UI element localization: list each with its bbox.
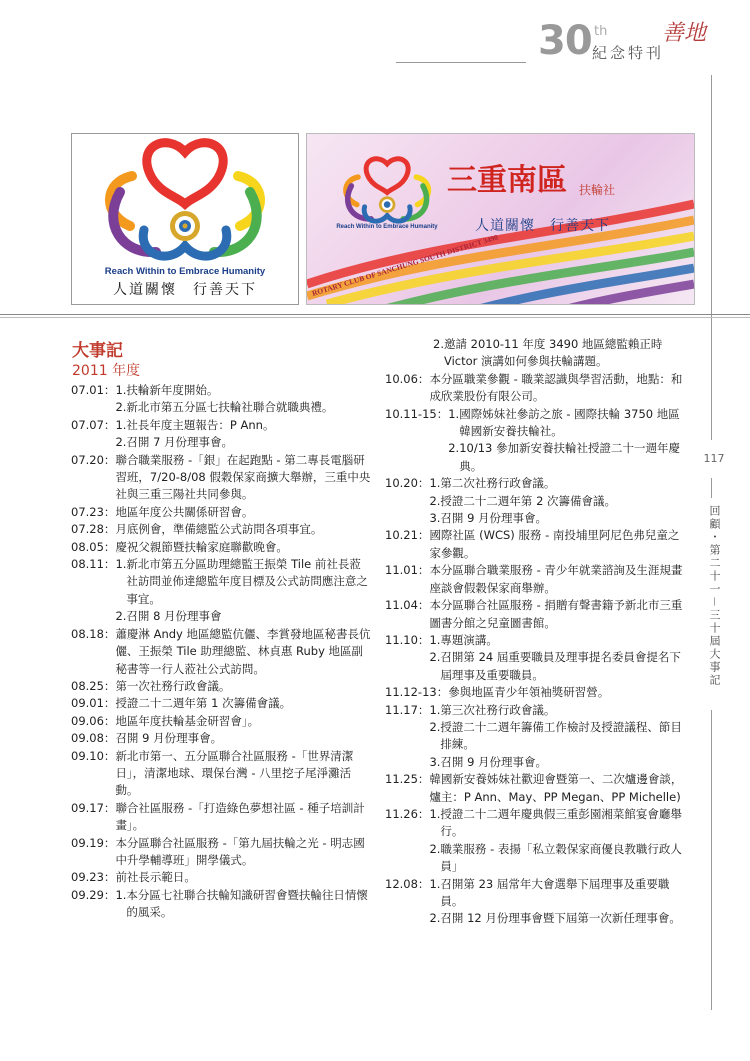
event-date: 11.26： (385, 806, 430, 821)
event-item (448, 440, 685, 475)
event-item (429, 719, 685, 754)
event-item-text: 召開 12 月份理事會暨下屆第一次新任理事會。 (440, 911, 681, 926)
event-entry (385, 371, 685, 406)
event-item (429, 841, 685, 876)
event-date: 09.17： (71, 800, 116, 815)
banner-embrace-logo-icon (346, 159, 429, 221)
event-items (115, 887, 371, 922)
calligraphy-mark: 善地 (662, 21, 707, 46)
event-entry (385, 406, 685, 476)
anniversary-ordinal: th (594, 24, 608, 39)
event-items (429, 806, 685, 876)
event-item-number: 1. (429, 632, 441, 647)
event-item-text: 召開 8 月份理事會 (126, 609, 222, 624)
right-column-events (385, 336, 685, 928)
event-item (115, 399, 371, 416)
anniversary-number: 30 (538, 18, 592, 64)
event-item-text: 授證二十二週年慶典假三重彭園湘菜館宴會廳舉行。 (440, 806, 682, 839)
event-item-text: 召開第 23 屆常年大會選舉下屆理事及重要職員。 (440, 876, 670, 908)
event-date: 11.25： (385, 772, 430, 787)
event-entry (71, 539, 371, 556)
event-entry (71, 382, 371, 417)
event-entry (385, 336, 685, 371)
event-item-number: 1. (115, 887, 127, 902)
left-logo-slogan-en: Reach Within to Embrace Humanity (104, 266, 266, 277)
event-items (429, 876, 685, 928)
event-item (429, 649, 685, 684)
event-item (448, 406, 685, 441)
event-text: 授證二十二週年第 1 次籌備會議。 (115, 696, 292, 711)
event-date: 07.20： (71, 452, 116, 467)
event-items (115, 556, 371, 626)
event-item-text: 職業服務 - 表揚「私立穀保家商優良教職行政人員」 (440, 841, 682, 874)
event-entry (71, 713, 371, 730)
event-entry (71, 730, 371, 747)
event-item (429, 510, 685, 527)
event-item-number: 2. (433, 337, 444, 351)
event-item-text: 召開 9 月份理事會。 (440, 754, 548, 769)
event-entry (385, 597, 685, 632)
event-entry (71, 504, 371, 521)
event-item (115, 417, 371, 434)
event-text: 蕭慶淋 Andy 地區總監伉儷、李賞發地區秘書長伉儷、王振榮 Tile 助理總監、林貞惠 Ruby 地區副秘書等一行人蒞社公式訪問。 (115, 626, 371, 676)
club-banner-art (307, 134, 694, 304)
event-date: 10.06： (385, 371, 430, 386)
event-item-number: 2. (448, 441, 460, 456)
event-item-number: 1. (115, 383, 127, 397)
event-entry (71, 835, 371, 870)
event-item-number: 2. (115, 435, 127, 450)
event-item (429, 754, 685, 771)
event-text: 國際社區 (WCS) 服務 - 南投埔里阿尼色弗兒童之家參觀。 (429, 528, 680, 560)
event-entry (71, 626, 371, 678)
event-item-text: 第二次社務行政會議。 (440, 476, 556, 491)
event-date: 12.08： (385, 876, 430, 891)
event-item (115, 556, 371, 608)
event-entry (385, 806, 685, 876)
event-item-number: 1. (429, 702, 441, 717)
event-date: 09.06： (71, 713, 116, 728)
event-entry (71, 695, 371, 712)
event-entry (71, 748, 371, 800)
event-item (115, 434, 371, 451)
event-entry (71, 887, 371, 922)
section-divider (0, 314, 750, 315)
event-item-text: 本分區七社聯合扶輪知識研習會暨扶輪往日情懷的風采。 (126, 887, 368, 920)
event-item-number: 1. (429, 876, 441, 891)
event-date: 09.23： (71, 870, 116, 885)
event-item-text: 召開 9 月份理事會。 (440, 511, 548, 526)
event-entry (71, 521, 371, 538)
event-item-text: 第三次社務行政會議。 (440, 702, 556, 717)
event-item (115, 608, 371, 625)
event-text: 第一次社務行政會議。 (115, 678, 231, 693)
event-items (433, 336, 685, 371)
event-text: 本分區聯合社區服務 -「第九屆扶輪之光 - 明志國中升學輔導班」開學儀式。 (115, 835, 365, 867)
vertical-section-title: 回顧・第二十一－三十屆大事記 (708, 505, 721, 687)
event-item-text: 專題演講。 (440, 632, 498, 647)
event-date: 08.18： (71, 626, 116, 641)
event-text: 新北市第一、五分區聯合社區服務 -「世界清潔日」，清潔地球、環保台灣 - 八里挖子尾淨灘活動。 (115, 748, 354, 798)
left-column-events (71, 382, 371, 922)
left-logo-slogan-zh: 人道關懷 行善天下 (113, 282, 257, 298)
event-text: 地區年度公共關係研習會。 (115, 504, 254, 519)
event-item-number: 2. (429, 650, 441, 665)
anniversary-subtitle: 紀念特刊 (592, 44, 665, 62)
event-entry (71, 452, 371, 504)
event-entry (385, 562, 685, 597)
event-text: 前社長示範日。 (115, 870, 196, 885)
event-text: 韓國新安養姊妹社歡迎會暨第一、二次爐邊會談，爐主：P Ann、May、PP Megan、PP Michelle) (429, 772, 683, 804)
event-entry (385, 702, 685, 772)
event-entry (71, 800, 371, 835)
banner-ribbon-text: ROTARY CLUB OF SANCHUNG SOUTH DISTRICT 3490 (310, 232, 500, 298)
event-item-number: 1. (429, 476, 441, 491)
event-item-number: 1. (115, 417, 127, 432)
side-rule-top (711, 75, 712, 440)
event-item (115, 887, 371, 922)
banner-slogan-zh: 人道關懷 行善天下 (475, 218, 610, 234)
event-date: 08.05： (71, 539, 116, 554)
event-text: 本分區聯合社區服務 - 捐贈有聲書籍予新北市三重圖書分館之兒童圖書館。 (429, 598, 683, 630)
event-entry (385, 684, 685, 701)
event-date: 11.04： (385, 598, 430, 613)
event-item (429, 632, 685, 649)
event-item-number: 2. (115, 609, 127, 624)
event-text: 本分區聯合職業服務 - 青少年就業諮詢及生涯規畫座談會假穀保家商舉辦。 (429, 563, 683, 595)
event-entry (71, 869, 371, 886)
event-item-number: 2. (115, 400, 127, 415)
event-text: 本分區職業參觀 - 職業認識與學習活動，地點：和成欣業股份有限公司。 (429, 371, 683, 404)
event-item-text: 10/13 參加新安養扶輪社授證二十一週年慶典。 (459, 441, 680, 473)
event-item (429, 493, 685, 510)
event-entry (385, 876, 685, 928)
event-items (429, 632, 685, 684)
event-item-number: 2. (429, 911, 441, 926)
club-name: 三重南區 (447, 163, 567, 198)
event-date: 07.23： (71, 504, 116, 519)
event-item (429, 806, 685, 841)
event-date: 11.12-13： (385, 685, 449, 700)
page-number: 117 (703, 452, 725, 465)
event-item-text: 扶輪新年度開始。 (126, 383, 219, 397)
event-date: 10.21： (385, 528, 430, 543)
event-item (429, 702, 685, 719)
event-items (429, 475, 685, 527)
event-text: 參與地區青少年領袖獎研習營。 (448, 685, 610, 700)
event-item-number: 2. (429, 841, 441, 856)
event-date: 09.29： (71, 887, 116, 902)
section-year: 2011 年度 (72, 363, 141, 379)
event-item-number: 3. (429, 511, 441, 526)
header-rule (396, 62, 526, 63)
event-date: 08.11： (71, 557, 116, 572)
event-entry (385, 475, 685, 527)
event-date: 11.17： (385, 702, 430, 717)
side-rule-mid (711, 478, 712, 498)
event-date: 10.11-15： (385, 406, 449, 421)
event-item-text: 邀請 2010-11 年度 3490 地區總監賴正時 Victor 演講如何參與扶輪講題。 (443, 337, 663, 369)
event-text: 聯合社區服務 -「打造綠色夢想社區 - 種子培訓計畫」。 (115, 800, 365, 833)
event-item-number: 2. (429, 493, 441, 508)
section-title: 大事記 (72, 341, 123, 361)
event-date: 09.08： (71, 731, 116, 746)
event-entry (71, 556, 371, 626)
event-entry (385, 771, 685, 806)
event-item-text: 新北市第五分區助理總監王振榮 Tile 前社長蒞社訪問並佈達總監年度目標及公式訪問應注意之事宜。 (126, 557, 368, 606)
event-entry (385, 527, 685, 562)
rotary-logo-panel (71, 133, 299, 305)
event-item-number: 2. (429, 719, 441, 734)
event-entry (71, 417, 371, 452)
event-text: 聯合職業服務 -「銀」在起跑點 - 第二專長電腦研習班，7/20-8/08 假穀保家商擴大舉辦，三重中央社與三重三陽社共同參與。 (115, 452, 371, 502)
event-text: 慶祝父親節暨扶輪家庭聯歡晚會。 (115, 539, 288, 554)
event-date: 10.20： (385, 476, 430, 491)
event-entry (71, 678, 371, 695)
event-items (448, 406, 685, 476)
event-item-text: 新北市第五分區七扶輪社聯合就職典禮。 (126, 400, 334, 415)
event-item (429, 475, 685, 492)
event-item-text: 授證二十二週年籌備工作檢討及授證議程、節目排練。 (440, 719, 682, 752)
event-item (429, 910, 685, 927)
event-items (429, 702, 685, 772)
event-date: 09.19： (71, 835, 116, 850)
section-divider-shadow (0, 317, 750, 318)
event-entry (385, 632, 685, 684)
event-items (115, 382, 371, 417)
event-text: 召開 9 月份理事會。 (115, 731, 223, 746)
event-date: 07.28： (71, 522, 116, 537)
club-banner (306, 133, 695, 305)
event-date: 11.01： (385, 563, 430, 578)
event-item-number: 1. (448, 406, 460, 421)
event-date: 07.07： (71, 417, 116, 432)
event-item-text: 授證二十二週年第 2 次籌備會議。 (440, 493, 617, 508)
event-date: 07.01： (71, 383, 116, 397)
event-item-text: 國際姊妹社參訪之旅 - 國際扶輪 3750 地區韓國新安養扶輪社。 (459, 406, 680, 439)
event-item-text: 社長年度主題報告：P Ann。 (126, 417, 275, 432)
event-item-text: 召開 7 月份理事會。 (126, 435, 234, 450)
banner-slogan-en: Reach Within to Embrace Humanity (336, 224, 438, 230)
event-date: 09.10： (71, 748, 116, 763)
event-date: 08.25： (71, 678, 116, 693)
event-item (433, 336, 685, 371)
event-item-number: 1. (115, 557, 127, 572)
embrace-humanity-logo-icon (72, 134, 298, 304)
event-item (115, 382, 371, 399)
event-items (115, 417, 371, 452)
event-date: 11.10： (385, 632, 430, 647)
club-name-suffix: 扶輪社 (579, 183, 616, 197)
event-item-text: 召開第 24 屆重要職員及理事提名委員會提名下屆理事及重要職員。 (440, 650, 681, 682)
event-item-number: 3. (429, 754, 441, 769)
event-item (429, 876, 685, 911)
event-text: 地區年度扶輪基金研習會」。 (115, 713, 260, 728)
event-text: 月底例會，準備總監公式訪問各項事宜。 (115, 522, 323, 537)
side-rule-bottom (711, 710, 712, 1010)
event-item-number: 1. (429, 806, 441, 821)
event-date: 09.01： (71, 696, 116, 711)
